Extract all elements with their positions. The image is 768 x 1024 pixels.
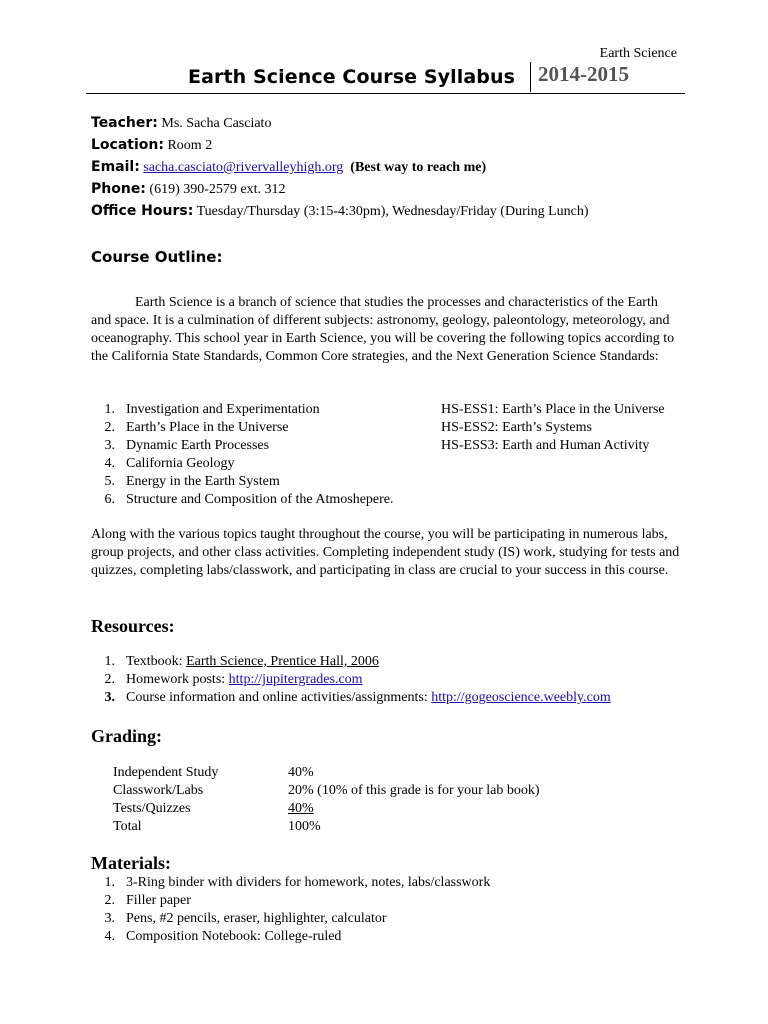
phone-label: Phone: (91, 181, 146, 197)
topic-label: California Geology (126, 456, 235, 471)
material-label: Pens, #2 pencils, eraser, highlighter, calculator (126, 911, 387, 926)
resources-list (91, 653, 611, 707)
page-title: Earth Science Course Syllabus (188, 66, 515, 88)
header-rule (86, 93, 685, 94)
grade-category: Classwork/Labs (113, 783, 204, 798)
phone-value: (619) 390-2579 ext. 312 (149, 182, 286, 197)
course-outline-heading: Course Outline: (91, 248, 223, 266)
list-item: 1. 3-Ring binder with dividers for homework, notes, labs/classwork (104, 875, 491, 890)
grade-value: 40% (288, 765, 314, 780)
email-note-text: Best way to reach me (354, 160, 482, 175)
location-row (91, 135, 212, 156)
standard-item: HS-ESS1: Earth’s Place in the Universe (441, 402, 665, 417)
textbook-title: Earth Science, Prentice Hall, 2006 (186, 654, 379, 669)
grade-value: 40% (288, 801, 314, 816)
school-year: 2014-2015 (538, 62, 629, 86)
office-hours-row (91, 201, 589, 222)
location-value: Room 2 (167, 138, 213, 153)
header-subject: Earth Science (599, 46, 677, 61)
resource-label: Course information and online activities/assignments: (126, 690, 432, 705)
resource-label: Textbook: (126, 654, 187, 669)
teacher-row (91, 113, 271, 134)
location-label: Location: (91, 137, 164, 153)
table-row (113, 782, 540, 800)
grading-table (113, 764, 540, 836)
list-item: 2. Homework posts: http://jupitergrades.com (104, 672, 363, 687)
course-info-link[interactable]: http://gogeoscience.weebly.com (431, 690, 611, 705)
phone-row (91, 179, 286, 200)
year-divider (530, 62, 531, 92)
material-label: Filler paper (126, 893, 191, 908)
grade-value: 20% (10% of this grade is for your lab book) (288, 783, 540, 798)
table-row (113, 800, 540, 818)
materials-list (91, 874, 490, 946)
grade-category: Independent Study (113, 765, 219, 780)
material-label: 3-Ring binder with dividers for homework, notes, labs/classwork (126, 875, 491, 890)
table-row (113, 764, 540, 782)
grade-category: Tests/Quizzes (113, 801, 191, 816)
list-item: 2. Earth’s Place in the Universe (104, 420, 289, 435)
course-outline-paragraph: Earth Science is a branch of science that studies the processes and characteristics of the Earth and space. It is a culmination of different subjects: astronomy, geology, paleontology, meteorology, and oceanography. This school year in Earth Science, you will be covering the following topics according to the California State Standards, Common Core strategies, and the Next Generation Science Standards: (91, 295, 675, 364)
course-activities-paragraph: Along with the various topics taught throughout the course, you will be participating in numerous labs, group projects, and other class activities. Completing independent study (IS) work, studying for tests and quizzes, completing labs/classwork, and participating in class are crucial to your success in this course. (91, 527, 680, 578)
list-item: 1. Investigation and Experimentation (104, 402, 320, 417)
topic-label: Earth’s Place in the Universe (126, 420, 289, 435)
teacher-label: Teacher: (91, 115, 158, 131)
email-label: Email: (91, 159, 140, 175)
list-item: 3. Dynamic Earth Processes (104, 438, 270, 453)
topic-label: Structure and Composition of the Atmoshepere. (126, 492, 394, 507)
homework-link[interactable]: http://jupitergrades.com (228, 672, 363, 687)
grade-category: Total (113, 819, 142, 834)
list-item: 4. California Geology (104, 456, 235, 471)
topic-label: Energy in the Earth System (126, 474, 280, 489)
list-item: 2. Filler paper (104, 893, 191, 908)
list-item: 3. Pens, #2 pencils, eraser, highlighter, calculator (104, 911, 387, 926)
topic-label: Investigation and Experimentation (126, 402, 320, 417)
resource-label: Homework posts: (126, 672, 229, 687)
standards-list (441, 401, 665, 455)
office-hours-value: Tuesday/Thursday (3:15-4:30pm), Wednesday/Friday (During Lunch) (196, 204, 589, 219)
material-label: Composition Notebook: College-ruled (126, 929, 342, 944)
standard-item: HS-ESS2: Earth’s Systems (441, 420, 592, 435)
topics-list (91, 401, 394, 509)
list-item: 5. Energy in the Earth System (104, 474, 280, 489)
grade-value: 100% (288, 819, 321, 834)
email-note: (Best way to reach me) (346, 160, 487, 175)
teacher-name: Ms. Sacha Casciato (161, 116, 272, 131)
materials-heading: Materials: (91, 853, 171, 873)
table-row (113, 818, 540, 836)
list-item: 4. Composition Notebook: College-ruled (104, 929, 342, 944)
grading-heading: Grading: (91, 726, 163, 746)
office-hours-label: Office Hours: (91, 203, 194, 219)
topic-label: Dynamic Earth Processes (126, 438, 270, 453)
resources-heading: Resources: (91, 616, 175, 636)
list-item: 6. Structure and Composition of the Atmoshepere. (104, 492, 394, 507)
email-row (91, 157, 486, 178)
list-item: 1. Textbook: Earth Science, Prentice Hall, 2006 (104, 654, 379, 669)
list-item: 3. Course information and online activities/assignments: http://gogeoscience.weebly.com (104, 690, 611, 705)
email-link[interactable]: sacha.casciato@rivervalleyhigh.org (143, 160, 344, 175)
standard-item: HS-ESS3: Earth and Human Activity (441, 438, 650, 453)
